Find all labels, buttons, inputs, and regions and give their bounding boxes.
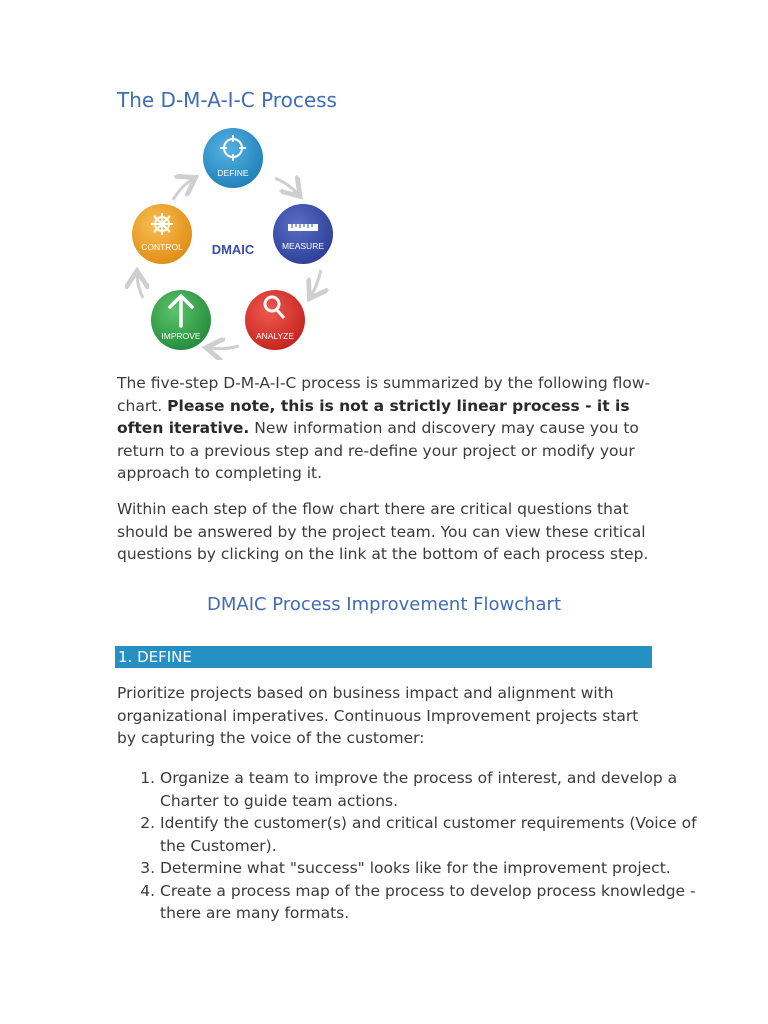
list-item: 4. Create a process map of the process to develop process knowledge - there are many formats. xyxy=(160,880,700,925)
intro-text-after: New information and discovery may cause you to return to a previous step and re-define your project or modify your approach to completing it. xyxy=(117,419,639,482)
ruler-icon xyxy=(288,224,318,231)
step-measure[interactable] xyxy=(273,204,333,264)
step-control-label: CONTROL xyxy=(141,242,183,252)
define-section-heading: 1. DEFINE xyxy=(115,646,652,668)
step-improve[interactable] xyxy=(151,290,211,350)
dmaic-center-label: DMAIC xyxy=(211,242,255,257)
step-define[interactable] xyxy=(203,128,263,188)
step-define-label: DEFINE xyxy=(217,168,249,178)
define-steps-list xyxy=(117,767,700,925)
dmaic-cycle-diagram xyxy=(117,124,353,360)
step-analyze-label: ANALYZE xyxy=(255,331,295,341)
critical-questions-paragraph: Within each step of the flow chart there are critical questions that should be answered by the project team. You can view these critical questions by clicking on the link at the bottom of each process step. xyxy=(117,500,649,563)
step-analyze[interactable] xyxy=(245,290,305,350)
intro-bold-note: Please note, this is not a strictly linear process - it is often iterative. xyxy=(117,396,630,437)
step-measure-label: MEASURE xyxy=(281,241,325,251)
list-item: 1. Organize a team to improve the process of interest, and develop a Charter to guide team actions. xyxy=(160,767,700,812)
page-title: The D-M-A-I-C Process xyxy=(117,88,337,112)
intro-text-before: The five-step D-M-A-I-C process is summarized by the following flow-chart. xyxy=(117,374,651,415)
list-item: 2. Identify the customer(s) and critical customer requirements (Voice of the Customer). xyxy=(160,812,700,857)
step-improve-label: IMPROVE xyxy=(161,331,201,341)
intro-paragraph xyxy=(117,372,657,485)
step-control[interactable] xyxy=(132,204,192,264)
ship-wheel-icon xyxy=(151,213,173,235)
define-intro-paragraph: Prioritize projects based on business impact and alignment with organizational imperatives. Continuous Improvement projects start by capturing the voice of the customer: xyxy=(117,684,639,747)
list-item: 3. Determine what "success" looks like for the improvement project. xyxy=(160,857,700,880)
flowchart-subtitle: DMAIC Process Improvement Flowchart xyxy=(207,594,561,615)
